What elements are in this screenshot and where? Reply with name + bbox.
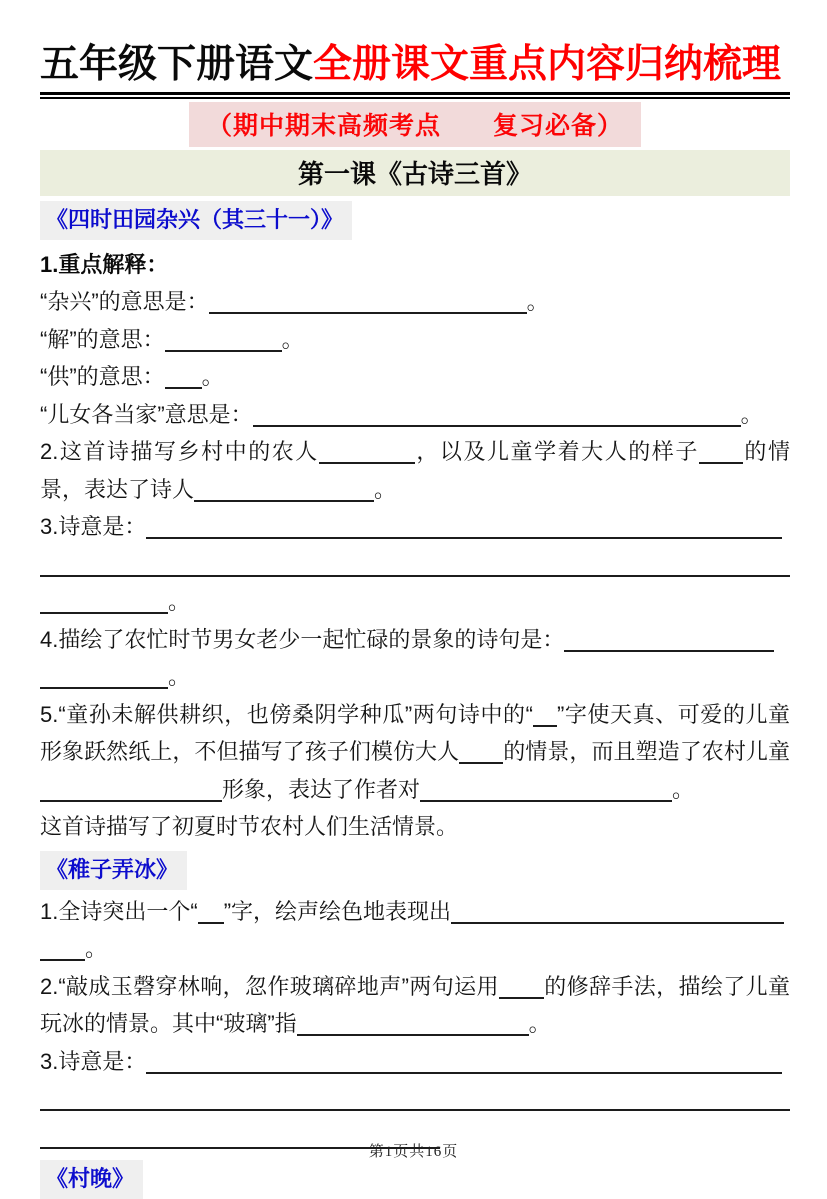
paragraph-text: 1.全诗突出一个“ — [40, 898, 198, 924]
fill-in-blank-line — [40, 1095, 790, 1111]
fill-in-blank-line — [499, 983, 544, 999]
question-paragraph — [40, 583, 790, 621]
paragraph-text: 。 — [281, 326, 304, 352]
fill-in-blank-line — [319, 448, 415, 464]
title-subject-part: 全册课文重点内容归纳梳理 — [313, 43, 782, 86]
paragraph-text: “供”的意思： — [40, 364, 165, 389]
poem-label-row — [40, 1160, 790, 1199]
paragraph-text: 2.“敲成玉磬穿林响，忽作玻璃碎地声”两句运用 — [40, 973, 499, 999]
paragraph-text: 。 — [168, 589, 191, 614]
fill-in-blank-line — [40, 786, 222, 802]
paragraph-text: 。 — [528, 1011, 551, 1036]
fill-in-blank-line — [297, 1020, 529, 1036]
paragraph-text: 3.诗意是： — [40, 514, 147, 539]
page-number-footer: 第1页共16页 — [368, 1144, 459, 1160]
paragraph-text: 形象，表达了作者对 — [222, 776, 421, 802]
lesson-banner: 第一课《古诗三首》 — [40, 150, 790, 196]
question-paragraph — [40, 808, 790, 846]
fill-in-blank-line — [40, 598, 168, 614]
fill-in-blank-line — [146, 523, 782, 539]
poem-title-label: 《村晚》 — [40, 1160, 143, 1199]
question-paragraph — [40, 283, 790, 321]
fill-in-blank-line — [451, 908, 784, 924]
paragraph-text: 。 — [201, 364, 224, 389]
poem-label-row — [40, 851, 790, 890]
question-paragraph — [40, 930, 790, 968]
paragraph-text: 4.描绘了农忙时节男女老少一起忙碌的景象的诗句是： — [40, 626, 565, 652]
fill-in-blank-line — [165, 373, 202, 389]
paragraph-text: 。 — [168, 664, 191, 689]
fill-in-blank-line — [198, 908, 224, 924]
fill-in-blank-line — [40, 561, 790, 577]
paragraph-text: “儿女各当家”意思是： — [40, 401, 253, 427]
poem-title-label: 《稚子弄冰》 — [40, 851, 187, 890]
question-heading: 1.重点解释： — [40, 252, 169, 277]
title-grade-part: 五年级下册语文 — [40, 43, 314, 86]
title-double-underline — [40, 92, 790, 99]
question-paragraph — [40, 546, 790, 584]
paragraph-text: ，以及儿童学着大人的样子 — [414, 439, 699, 464]
fill-in-blank-line — [459, 748, 503, 764]
paragraph-text: 的情景，表达了诗人 — [40, 439, 790, 502]
fill-in-blank-line — [253, 411, 741, 427]
paragraph-text: “解”的意思： — [40, 326, 165, 352]
question-paragraph — [40, 696, 790, 809]
question-paragraph — [40, 321, 790, 359]
paragraph-text: 的情景，而且塑造了农村儿童 — [503, 739, 790, 764]
poem-title-label: 《四时田园杂兴（其三十一）》 — [40, 201, 352, 240]
question-paragraph — [40, 968, 790, 1043]
paragraph-text: 2.这首诗描写乡村中的农人 — [40, 439, 319, 464]
fill-in-blank-line — [699, 448, 743, 464]
question-paragraph — [40, 358, 790, 396]
question-paragraph — [40, 1043, 790, 1081]
fill-in-blank-line — [420, 786, 672, 802]
question-paragraph — [40, 508, 790, 546]
fill-in-blank-line — [209, 298, 527, 314]
paragraph-text: ”字使天真、可爱的儿童形象跃然纸上，不但描写了孩子们模仿大人 — [40, 701, 791, 764]
paragraph-text: 的修辞手法，描绘了儿童玩冰的情景。其中“玻璃”指 — [40, 973, 790, 1036]
question-paragraph — [40, 658, 790, 696]
paragraph-text: 。 — [85, 936, 108, 961]
document-title — [40, 40, 790, 90]
paragraph-text: “杂兴”的意思是： — [40, 289, 209, 314]
paragraph-text: 3.诗意是： — [40, 1048, 147, 1074]
paragraph-text: ”字，绘声绘色地表现出 — [223, 898, 452, 924]
question-paragraph — [40, 396, 790, 434]
fill-in-blank-line — [165, 336, 282, 352]
fill-in-blank-line — [564, 636, 774, 652]
paragraph-text: 。 — [672, 776, 695, 802]
fill-in-blank-line — [533, 711, 557, 727]
question-paragraph — [40, 621, 790, 659]
subtitle-row — [40, 102, 790, 147]
question-paragraph — [40, 433, 790, 508]
exam-tips-subtitle: （期中期末高频考点 复习必备） — [189, 102, 641, 147]
fill-in-blank-line — [40, 945, 85, 961]
content-area — [40, 201, 790, 1199]
paragraph-text: 这首诗描写了初夏时节农村人们生活情景。 — [40, 814, 459, 839]
question-paragraph — [40, 1080, 790, 1118]
paragraph-text: 。 — [740, 401, 763, 427]
fill-in-blank-line — [146, 1058, 782, 1074]
paragraph-text: 。 — [526, 289, 549, 314]
paragraph-text: 5.“童孙未解供耕织，也傍桑阴学种瓜”两句诗中的“ — [40, 701, 533, 727]
poem-label-row — [40, 201, 790, 240]
fill-in-blank-line — [194, 486, 374, 502]
fill-in-blank-line — [40, 673, 168, 689]
question-paragraph — [40, 893, 790, 931]
paragraph-text: 。 — [374, 476, 397, 502]
